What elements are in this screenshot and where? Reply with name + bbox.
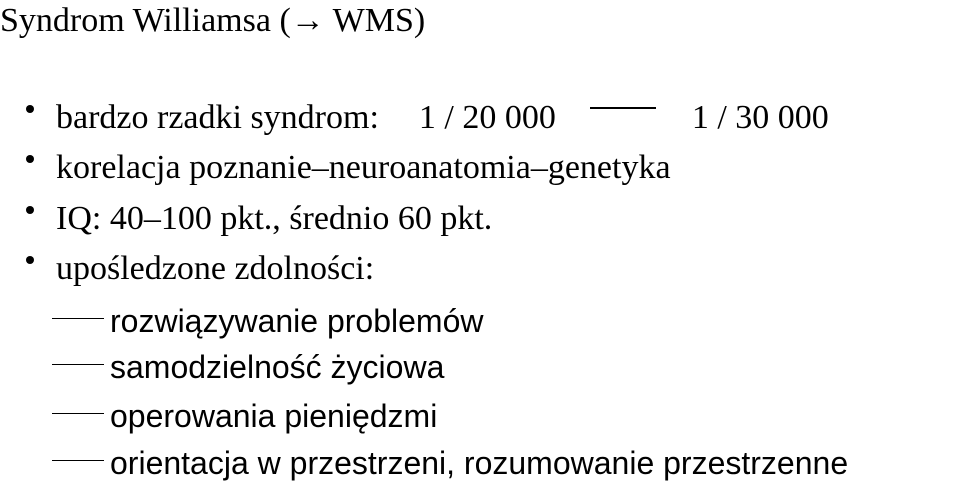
bullet-text: korelacja poznanie–neuroanatomia–genetyka xyxy=(56,149,671,187)
range-dash-icon xyxy=(590,107,656,109)
bullet-item-iq xyxy=(26,197,492,237)
range-to: 1 / 30 000 xyxy=(691,99,829,137)
sub-item-text: operowania pieniędzmi xyxy=(110,397,438,434)
bullet-item-correlation xyxy=(26,146,671,186)
dash-icon xyxy=(52,413,104,415)
slide-title: Syndrom Williamsa (→ WMS) xyxy=(0,2,426,39)
bullet-icon xyxy=(26,256,34,264)
sub-item-text: rozwiązywanie problemów xyxy=(110,302,484,339)
sub-item-text: orientacja w przestrzeni, rozumowanie przestrzenne xyxy=(110,444,849,481)
sub-item-spatial xyxy=(52,440,848,480)
bullet-icon xyxy=(26,105,34,113)
sub-item-money xyxy=(52,393,437,433)
dash-icon xyxy=(52,364,104,366)
bullet-icon xyxy=(26,206,34,214)
bullet-item-rarity xyxy=(26,96,829,136)
bullet-text: upośledzone zdolności: xyxy=(56,250,375,288)
bullet-icon xyxy=(26,155,34,163)
bullet-text: IQ: 40–100 pkt., średnio 60 pkt. xyxy=(56,200,493,238)
sub-item-problem-solving xyxy=(52,298,483,338)
sub-item-independence xyxy=(52,344,444,384)
dash-icon xyxy=(52,460,104,462)
bullet-text: bardzo rzadki syndrom: xyxy=(56,99,379,137)
bullet-item-impaired xyxy=(26,247,374,287)
dash-icon xyxy=(52,318,104,320)
sub-item-text: samodzielność życiowa xyxy=(110,348,445,385)
range-from: 1 / 20 000 xyxy=(418,99,556,137)
